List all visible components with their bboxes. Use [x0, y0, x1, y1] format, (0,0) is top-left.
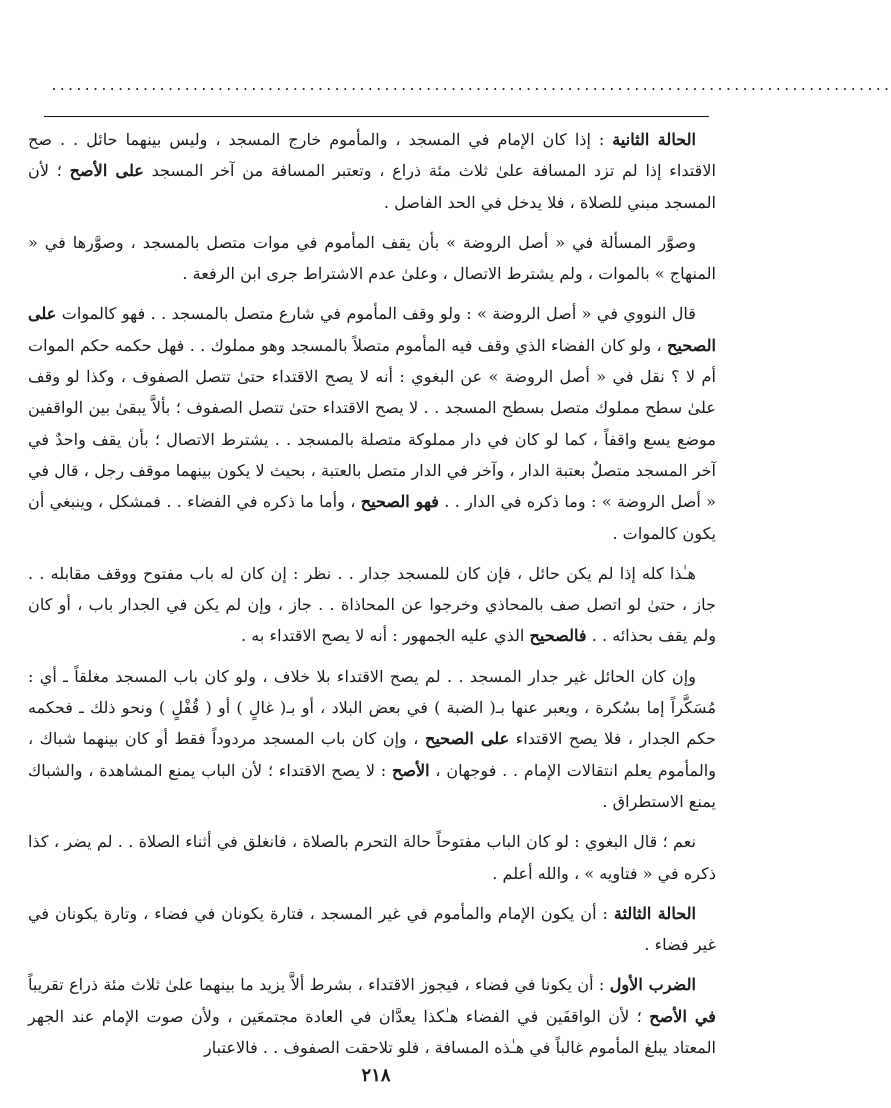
text-run: قال النووي في « أصل الروضة » : ولو وقف المأموم في شارع متصل بالمسجد . . فهو كالموات	[56, 304, 696, 324]
paragraph	[28, 826, 716, 889]
ruling-term: على الأصح	[69, 161, 144, 181]
text-run: : إذا كان الإمام في المسجد ، والمأموم خارج المسجد ، وليس بينهما حائل . . صح الاقتداء إذا لم تزد المسافة علىٰ ثلاث مئة ذراع ، وتعتبر المسافة من آخر المسجد	[28, 130, 716, 181]
text-run: : أن يكونا في فضاء ، فيجوز الاقتداء ، بشرط ألاَّ يزيد ما بينهما علىٰ ثلاث مئة ذراع تقريباً	[28, 975, 610, 995]
case-heading: الحالة الثالثة	[613, 903, 696, 923]
text-run: الذي عليه الجمهور : أنه لا يصح الاقتداء به .	[241, 626, 530, 646]
paragraph	[28, 124, 716, 218]
ruling-term: على الصحيح	[424, 729, 510, 749]
page-number: ٢١٨	[361, 1065, 391, 1086]
text-run: ، ولو كان الفضاء الذي وقف فيه المأموم متصلاً بالمسجد وهو مملوك . . فهل حكمه حكم الموات أم لا ؟ نقل في « أصل الروضة » عن البغوي : أنه لا يصح الاقتداء حتىٰ تتصل الصفوف ، وكذا لو وقف علىٰ سطح مملوك متصل بسطح المسجد . . لا يصح الاقتداء حتىٰ تتصل الصفوف ؛ بألاَّ يبقىٰ بين الواقفين موضع يسع واقفاً ، كما لو كان في دار مملوكة متصلة بالمسجد . . يشترط الاتصال ؛ بأن يقف واحدٌ في آخر المسجد متصلٌ بعتبة الدار ، وآخر في الدار متصل بالعتبة ، بحيث لا يكون بينهما موقف رجل ، قال في « أصل الروضة » : وما ذكره في الدار . .	[28, 335, 717, 512]
paragraph	[28, 898, 716, 961]
section-heading: الضرب الأول	[609, 975, 696, 995]
text-run: هـٰذا كله إذا لم يكن حائل ، فإن كان للمسجد جدار . . نظر : إن كان له باب مفتوح ووقف مقابله . . جاز ، حتىٰ لو اتصل صف بالمحاذي وخرجوا عن المحاذاة . . جاز ، وإن لم يكن في الجدار باب ، أو كان ولم يقف بحذائه . .	[28, 563, 716, 646]
paragraph	[28, 661, 716, 817]
text-run: ؛ لأن الواقفَين في الفضاء هـٰكذا يعدَّان في العادة مجتمعَين ، ولأن صوت الإمام عند الجهر المعتاد يبلغ المأموم غالباً في هـٰذه المسافة ، فلو تلاحقت الصفوف . . فالاعتبار	[28, 1006, 716, 1058]
ruling-term: فالصحيح	[529, 626, 587, 646]
text-run: ، وأما ما ذكره في الفضاء . . فمشكل ، وينبغي أن يكون كالموات .	[28, 492, 716, 543]
paragraph	[28, 969, 716, 1063]
text-run: نعم ؛ قال البغوي : لو كان الباب مفتوحاً حالة التحرم بالصلاة ، فانغلق في أثناء الصلاة . . لم يضر ، كذا ذكره في « فتاويه » ، والله أعلم .	[28, 832, 716, 883]
case-heading: الحالة الثانية	[612, 130, 696, 149]
text-run: ، وإن كان باب المسجد مردوداً فقط أو كان بينهما شباك ، والمأموم يعلم انتقالات الإمام . . فوجهان ،	[28, 729, 716, 780]
ruling-term: في الأصح	[649, 1006, 716, 1026]
ruling-term: على الصحيح	[28, 304, 716, 355]
text-run: وصوَّر المسألة في « أصل الروضة » بأن يقف المأموم في موات متصل بالمسجد ، وصوَّرها في « المنهاج » بالموات ، ولم يشترط الاتصال ، وعلىٰ عدم الاشتراط جرى ابن الرفعة .	[28, 232, 716, 284]
paragraph	[28, 227, 716, 290]
ruling-term: الأصح	[391, 760, 430, 780]
text-run: : أن يكون الإمام والمأموم في غير المسجد ، فتارة يكونان في فضاء ، وتارة يكونان في غير فضاء .	[28, 903, 716, 955]
paragraph	[28, 558, 716, 652]
text-run: ؛ لأن المسجد مبني للصلاة ، فلا يدخل في الحد الفاصل .	[28, 161, 716, 212]
header-rule	[44, 116, 709, 117]
paragraph	[28, 298, 716, 548]
ruling-term: فهو الصحيح	[360, 492, 439, 512]
text-run: وإن كان الحائل غير جدار المسجد . . لم يصح الاقتداء بلا خلاف ، ولو كان باب المسجد مغلقاً ـ أي : مُسَكَّراً إما بسُكرة ، ويعبر عنها بـ( الضبة ) في بعض البلاد ، أو بـ( غالٍ ) أو ( قُفْلٍ ) ونحو ذلك ـ فحكمه حكم الجدار ، فلا يصح الاقتداء	[28, 666, 716, 749]
body-text	[28, 124, 716, 1063]
header-dotted-line: .....................................................................................................	[50, 79, 891, 94]
text-run: : لا يصح الاقتداء ؛ لأن الباب يمنع المشاهدة ، والشباك يمنع الاستطراق .	[28, 760, 716, 811]
